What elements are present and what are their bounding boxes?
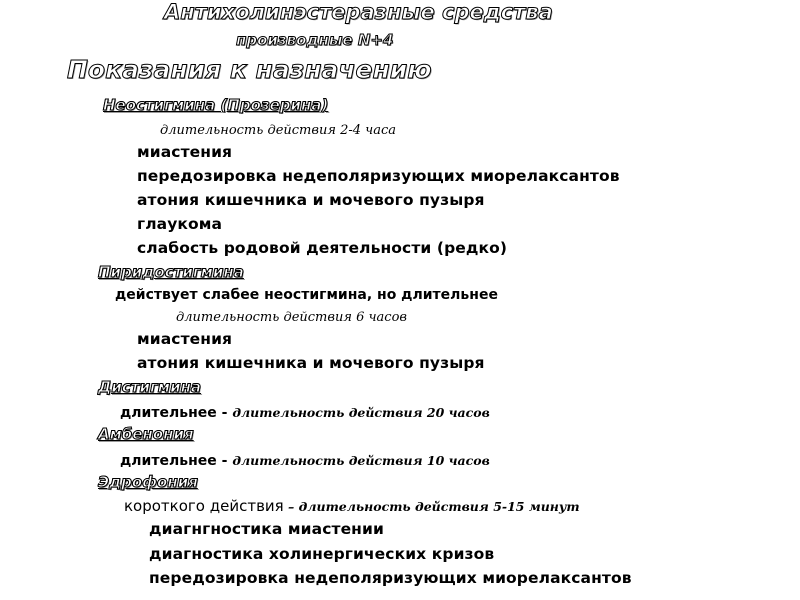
neostigmine-duration: длительность действия 2-4 часа xyxy=(160,123,396,138)
drug-name-edrophonium: Эдрофония xyxy=(98,473,198,491)
pyridostigmine-note: действует слабее неостигмина, но длительнее xyxy=(115,287,498,303)
drug-name-neostigmine: Неостигмина (Прозерина) xyxy=(103,96,329,114)
neostigmine-indication: передозировка недеполяризующих миорелаксантов xyxy=(137,167,620,185)
distigmine-note: длительнее - xyxy=(120,405,233,421)
neostigmine-indication: глаукома xyxy=(137,215,223,233)
ambenonium-info xyxy=(120,450,490,469)
neostigmine-indication: атония кишечника и мочевого пузыря xyxy=(137,191,485,209)
edrophonium-info xyxy=(124,496,580,515)
ambenonium-duration: длительность действия 10 часов xyxy=(232,453,490,468)
drug-name-distigmine: Дистигмина xyxy=(98,378,202,396)
neostigmine-indication: миастения xyxy=(137,143,233,161)
edrophonium-duration: – длительность действия 5-15 минут xyxy=(283,499,580,514)
edrophonium-indication: передозировка недеполяризующих миорелаксантов xyxy=(149,569,632,587)
distigmine-info xyxy=(120,402,490,421)
drug-name-pyridostigmine: Пиридостигмина xyxy=(98,263,244,281)
edrophonium-indication: диагнгностика миастении xyxy=(149,520,384,538)
ambenonium-note: длительнее - xyxy=(120,453,233,469)
document-subtitle: производные N+4 xyxy=(236,31,394,49)
neostigmine-indication: слабость родовой деятельности (редко) xyxy=(137,239,508,257)
pyridostigmine-duration: длительность действия 6 часов xyxy=(176,310,407,325)
edrophonium-indication: диагностика холинергических кризов xyxy=(149,545,495,563)
edrophonium-note: короткого действия xyxy=(124,497,284,515)
pyridostigmine-indication: атония кишечника и мочевого пузыря xyxy=(137,354,485,372)
document-title: Антихолинэстеразные средства xyxy=(164,0,553,24)
section-heading: Показания к назначению xyxy=(67,55,432,84)
pyridostigmine-indication: миастения xyxy=(137,330,233,348)
drug-name-ambenonium: Амбенония xyxy=(98,425,194,443)
distigmine-duration: длительность действия 20 часов xyxy=(232,405,490,420)
